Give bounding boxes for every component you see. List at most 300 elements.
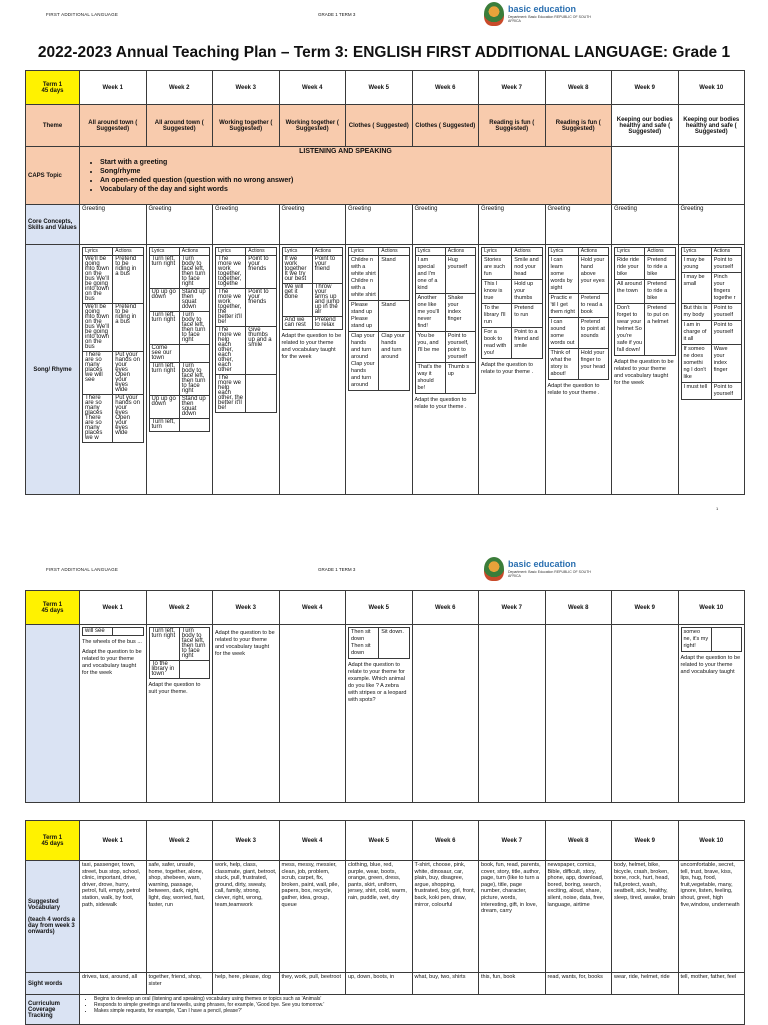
dbe-logo — [484, 2, 594, 28]
sight-cell: up, down, boots, in — [346, 973, 413, 995]
week-header: Week 1 — [80, 71, 147, 105]
lyrics-row — [349, 332, 410, 391]
action-text: Pretend to ride a bike — [645, 256, 675, 280]
adapt-note: Adapt the question to relate to your theme . — [481, 362, 533, 375]
action-text: Pretend to run — [512, 304, 542, 328]
lyrics-row — [482, 256, 543, 280]
lyrics-row — [149, 289, 210, 312]
lyrics-table — [82, 247, 144, 443]
lyrics-row — [83, 628, 144, 636]
lyric-text: The more we work together, together, togethe — [216, 256, 246, 289]
song-cell-cont — [479, 625, 546, 803]
week-header: Week 10 — [678, 821, 745, 861]
lyric-text: There are so many places we will see — [83, 352, 113, 395]
action-text: Pretend to ride a bike — [645, 280, 675, 304]
adapt-note: Adapt the question to relate to your theme for example. Which animal do you like ? A zebra with stripes or a leopard with spots? — [348, 662, 407, 703]
vocabulary-table — [25, 820, 745, 1025]
week-header: Week 10 — [678, 71, 745, 105]
vocab-cell: mess, messy, messier, clean, job, problem, scrub, carpet, fix, broken, paint, wall, pile, papers, box, recycle, gather, idea, group, queue — [279, 861, 346, 973]
lyrics-row — [681, 383, 742, 400]
song-cell-cont — [146, 625, 213, 803]
core-cell: Greeting — [279, 205, 346, 245]
week-header: Week 4 — [279, 821, 346, 861]
lyrics-row — [349, 256, 410, 301]
core-cell: Greeting — [479, 205, 546, 245]
week-header: Week 5 — [346, 591, 413, 625]
lyrics-header: Lyrics — [482, 248, 512, 256]
core-cell: Greeting — [678, 205, 745, 245]
lyrics-row — [615, 280, 676, 304]
lyric-text: Turn left, turn right — [149, 312, 179, 345]
song-cell-cont — [80, 625, 147, 803]
lyric-text: Stories are such fun — [482, 256, 512, 280]
action-text: Point to yourself — [711, 321, 741, 345]
week-header: Week 2 — [146, 821, 213, 861]
lyrics-table — [149, 627, 211, 679]
sight-cell: they, work, pull, beetroot — [279, 973, 346, 995]
lyric-text: Turn left, turn right — [149, 256, 179, 289]
actions-header: Actions — [512, 248, 542, 256]
dbe-logo — [484, 557, 594, 583]
lyrics-row — [149, 345, 210, 363]
lyric-text: The more we help each other, each other, each other — [216, 327, 246, 375]
action-text — [246, 375, 276, 413]
lyrics-row — [615, 256, 676, 280]
lyrics-row — [615, 304, 676, 356]
coverage-label: Curriculum Coverage Tracking — [26, 995, 80, 1025]
lyrics-row — [548, 294, 609, 318]
song-cell-cont — [678, 625, 745, 803]
lyric-text: Then sit down Then sit down — [349, 628, 379, 659]
action-text — [711, 628, 741, 652]
lyrics-table — [282, 247, 344, 330]
core-label: Core Concepts, Skills and Values — [26, 205, 80, 245]
action-text: Hold up your thumbs — [512, 280, 542, 304]
week-header: Week 9 — [612, 821, 679, 861]
actions-header: Actions — [379, 248, 409, 256]
lyric-text: Don't forget to wear your helmet So you're safe if you fall down! — [615, 304, 645, 356]
lyrics-row — [681, 304, 742, 321]
lyrics-header: Lyrics — [548, 248, 578, 256]
caps-item: • Start with a greeting — [100, 159, 609, 166]
week-header: Week 9 — [612, 591, 679, 625]
action-text: Put your hands on your eyes Open your eyes wide — [113, 395, 143, 443]
week-header: Week 7 — [479, 591, 546, 625]
lyrics-row — [216, 327, 277, 375]
theme-label: Theme — [26, 105, 80, 147]
action-text: Shake your index finger — [445, 294, 475, 332]
caps-item: • Song/rhyme — [100, 168, 609, 175]
caps-heading: LISTENING AND SPEAKING — [299, 148, 392, 155]
week-header: Week 5 — [346, 71, 413, 105]
week-header: Week 8 — [545, 821, 612, 861]
theme-cell: Keeping our bodies healthy and safe ( Suggested) — [678, 105, 745, 147]
core-cell: Greeting — [80, 205, 147, 245]
lyric-text: Ride ride ride your bike — [615, 256, 645, 280]
action-text: Pretend to put on a helmet — [645, 304, 675, 356]
core-cell: Greeting — [545, 205, 612, 245]
action-text: Give thumbs up and a smile — [246, 327, 276, 375]
lyrics-row — [282, 284, 343, 317]
song-cell — [146, 245, 213, 495]
lyrics-header: Lyrics — [216, 248, 246, 256]
adapt-note: Adapt the question to suit your theme. — [148, 682, 201, 695]
lyrics-table — [681, 247, 743, 400]
lyrics-header: Lyrics — [83, 248, 113, 256]
caps-empty-cell — [678, 147, 745, 205]
lyrics-table — [348, 247, 410, 391]
week-header: Week 2 — [146, 591, 213, 625]
song-label: Song/ Rhyme — [26, 245, 80, 495]
action-text: Stand — [379, 301, 409, 332]
core-cell: Greeting — [346, 205, 413, 245]
theme-cell: Working together ( Suggested) — [213, 105, 280, 147]
lyric-text: Up up go down — [149, 396, 179, 419]
caps-item: • Vocabulary of the day and sight words — [100, 186, 609, 193]
actions-header: Actions — [312, 248, 342, 256]
action-text: Wave your index finger — [711, 345, 741, 383]
action-text — [113, 628, 143, 636]
action-text: Hold your hand above your eyes — [578, 256, 608, 294]
vocab-cell: work, help, class, classmate, giant, betroot, stuck, pull, frustrated, ground, dirty, sweaty, call, family, strong, clever, right, wrong, team,teamwork — [213, 861, 280, 973]
song-cell — [612, 245, 679, 495]
lyrics-row — [681, 256, 742, 273]
vocab-cell: safe, safer, unsafe, home, together, alone, shop, shebeen, warn, warning, passage, between, dark, night, light, day, worried, fast, faster, run — [146, 861, 213, 973]
lyrics-row — [149, 661, 210, 679]
lyrics-row — [149, 628, 210, 661]
sight-cell: drives, taxi, around, all — [80, 973, 147, 995]
action-text: Point to yourself — [711, 383, 741, 400]
sight-label: Sight words — [26, 973, 80, 995]
wheels-text: The wheels of the bus ... — [82, 639, 142, 645]
sight-cell: read, wants, for, books — [545, 973, 612, 995]
lyrics-row — [216, 375, 277, 413]
teaching-plan-table — [25, 70, 745, 495]
sight-cell: what, buy, two, shirts — [412, 973, 479, 995]
lyric-text: Turn left, turn right — [149, 363, 179, 396]
lyrics-row — [548, 256, 609, 294]
caps-item: • An open-ended question (question with no wrong answer) — [100, 177, 609, 184]
header-grade-term: GRADE 1 TERM 3 — [318, 12, 356, 17]
lyrics-row — [681, 273, 742, 304]
lyric-text: We'll be going into town on the bus We'll be going into town on the bus — [83, 304, 113, 352]
lyrics-row — [548, 318, 609, 349]
lyrics-table — [415, 247, 477, 394]
lyrics-row — [216, 289, 277, 327]
week-header: Week 6 — [412, 591, 479, 625]
week-header: Week 8 — [545, 591, 612, 625]
lyrics-table — [348, 627, 410, 659]
lyric-text: Childre n with a white shirt Childre n with a white shirt — [349, 256, 379, 301]
lyric-text: Turn left, turn right — [149, 628, 179, 661]
lyrics-row — [149, 363, 210, 396]
lyric-text: Come see our town — [149, 345, 179, 363]
week-header: Week 10 — [678, 591, 745, 625]
action-text: Point to yourself, point to yourself — [445, 332, 475, 363]
lyric-text: Clap your hands and turn around Clap your hands and turn around — [349, 332, 379, 391]
song-cell — [545, 245, 612, 495]
sight-cell: wear, ride, helmet, ride — [612, 973, 679, 995]
action-text — [179, 661, 209, 679]
lyric-text: To the library in town — [149, 661, 179, 679]
week-header: Week 3 — [213, 821, 280, 861]
header-grade-term: GRADE 1 TERM 3 — [318, 567, 356, 572]
lyrics-table — [149, 247, 211, 432]
page-header — [0, 0, 768, 40]
song-cell-cont — [279, 625, 346, 803]
lyric-text: There are so many places There are so many places we w — [83, 395, 113, 443]
lyric-text: You be you, and I'll be me — [415, 332, 445, 363]
lyric-text: But this is my body — [681, 304, 711, 321]
lyrics-row — [681, 321, 742, 345]
week-header: Week 4 — [279, 591, 346, 625]
action-text: Point to your friend — [312, 256, 342, 284]
lyric-text: We will get it done — [282, 284, 312, 317]
action-text: Turn body to face left, then turn to face right — [179, 363, 209, 396]
lyrics-row — [149, 256, 210, 289]
lyric-text: All around the town — [615, 280, 645, 304]
adapt-note: Adapt the question to be related to your theme and vocabulary taught for the week — [82, 649, 142, 676]
lyrics-header: Lyrics — [415, 248, 445, 256]
actions-header: Actions — [445, 248, 475, 256]
core-cell: Greeting — [146, 205, 213, 245]
lyrics-row — [415, 363, 476, 394]
lyrics-header: Lyrics — [349, 248, 379, 256]
term-label: Term 1 45 days — [26, 591, 80, 625]
song-cell-cont — [545, 625, 612, 803]
header-subject: FIRST ADDITIONAL LANGUAGE — [46, 12, 119, 17]
sight-cell: help, here, please, dog — [213, 973, 280, 995]
caps-empty-cell — [612, 147, 679, 205]
actions-header: Actions — [246, 248, 276, 256]
coverage-item: • Begins to develop an oral (listening and speaking) vocabulary using themes or topics such as 'Animals' — [94, 996, 742, 1002]
action-text: Stand up then squat down — [179, 396, 209, 419]
week-header: Week 2 — [146, 71, 213, 105]
lyrics-row — [415, 332, 476, 363]
lyric-text: That's the way it should be! — [415, 363, 445, 394]
lyrics-header: Lyrics — [681, 248, 711, 256]
action-text: Hold your finger to your head — [578, 349, 608, 380]
action-text: Turn body to face left, then turn to face right — [179, 628, 209, 661]
action-text: Point to yourself — [711, 256, 741, 273]
theme-cell: Keeping our bodies healthy and safe ( Suggested) — [612, 105, 679, 147]
caps-label: CAPS Topic — [26, 147, 80, 205]
actions-header: Actions — [179, 248, 209, 256]
core-cell: Greeting — [412, 205, 479, 245]
theme-cell: Clothes ( Suggested) — [346, 105, 413, 147]
core-cell: Greeting — [213, 205, 280, 245]
week-header: Week 7 — [479, 71, 546, 105]
lyrics-header: Lyrics — [615, 248, 645, 256]
song-cell-cont — [612, 625, 679, 803]
action-text: Point to your friends — [246, 289, 276, 327]
theme-cell: Reading is fun ( Suggested) — [479, 105, 546, 147]
actions-header: Actions — [711, 248, 741, 256]
adapt-note: Adapt the question to be related to your theme and vocabulary taught — [680, 655, 741, 675]
action-text: Point to a friend and smile — [512, 328, 542, 359]
lyric-text: Please stand up Please stand up — [349, 301, 379, 332]
lyrics-row — [83, 256, 144, 304]
week-header: Week 6 — [412, 821, 479, 861]
lyrics-table — [82, 627, 144, 636]
lyric-text: I may be small — [681, 273, 711, 304]
lyric-text: Another one like me you'll never find! — [415, 294, 445, 332]
action-text: Pretend to relax — [312, 317, 342, 330]
lyrics-row — [349, 628, 410, 659]
teaching-plan-table-continued — [25, 590, 745, 803]
lyric-text: The more we help each other, the better it'll be! — [216, 375, 246, 413]
lyric-text: We'll be going into town on the bus We'll be going into town on the bus — [83, 256, 113, 304]
lyrics-header: Lyrics — [149, 248, 179, 256]
song-cell-cont — [346, 625, 413, 803]
lyric-text: I am special and I'm one of a kind — [415, 256, 445, 294]
lyrics-row — [149, 312, 210, 345]
logo-subtitle: Department: Basic Education REPUBLIC OF SOUTH AFRICA — [508, 15, 591, 23]
song-cell — [479, 245, 546, 495]
action-text: Point to yourself — [711, 304, 741, 321]
lyrics-row — [83, 352, 144, 395]
lyrics-row — [415, 294, 476, 332]
adapt-note: Adapt the question to be related to your theme and vocabulary taught for the week — [614, 359, 674, 386]
lyric-text: I may be young — [681, 256, 711, 273]
coverage-cell — [80, 995, 745, 1025]
song-cell — [279, 245, 346, 495]
lyric-text: And we can rest — [282, 317, 312, 330]
adapt-note: Adapt the question to be related to your theme and vocabulary taught for the week — [215, 630, 275, 657]
week-header: Week 1 — [80, 591, 147, 625]
song-cell-cont — [213, 625, 280, 803]
action-text — [179, 419, 209, 432]
action-text: Turn body to face left, then turn to face right — [179, 256, 209, 289]
week-header: Week 8 — [545, 71, 612, 105]
week-header: Week 3 — [213, 591, 280, 625]
lyric-text: Think of what the story is about! — [548, 349, 578, 380]
actions-header: Actions — [578, 248, 608, 256]
adapt-note: Adapt the question to be related to your theme and vocabulary taught for the week — [281, 333, 342, 360]
song-cell — [346, 245, 413, 495]
song-label-cont — [26, 625, 80, 803]
coverage-item: • Responds to simple greetings and farewells, using phrases, for example, 'Good bye. See you tomorrow.' — [94, 1002, 742, 1008]
lyric-text: If someo ne does somethi ng I don't like — [681, 345, 711, 383]
theme-cell: Working together ( Suggested) — [279, 105, 346, 147]
term-label: Term 1 45 days — [26, 821, 80, 861]
lyric-text: Practic e 'til I get them right — [548, 294, 578, 318]
lyrics-row — [548, 349, 609, 380]
header-subject: FIRST ADDITIONAL LANGUAGE — [46, 567, 119, 572]
lyric-text: will see — [83, 628, 113, 636]
vocab-cell: clothing, blue, red, purple, wear, boots, orange, green, dress, pants, skirt, uniform, jersey, shirt, cold, warm, rain, puddle, wet, dry — [346, 861, 413, 973]
theme-cell: Clothes ( Suggested) — [412, 105, 479, 147]
lyric-text: I can learn some words by sight — [548, 256, 578, 294]
vocab-cell: taxi, passenger, town, street, bus stop, school, clinic, important, drive, driver, drove, hurry, petrol, full, empty, petrol station, walk, by foot, path, sidewalk — [80, 861, 147, 973]
lyric-text: If we work together It we try our best — [282, 256, 312, 284]
week-header: Week 6 — [412, 71, 479, 105]
song-cell-cont — [412, 625, 479, 803]
vocab-label: Suggested Vocabulary (teach 4 words a day from week 3 onwards) — [26, 861, 80, 973]
caps-topic-cell — [80, 147, 612, 205]
sight-cell: tell, mother, father, feel — [678, 973, 745, 995]
caps-list — [100, 159, 609, 193]
actions-header: Actions — [645, 248, 675, 256]
action-text: Clap your hands and turn around — [379, 332, 409, 391]
action-text: Pinch your fingers togethe r — [711, 273, 741, 304]
lyric-text: This I know is true — [482, 280, 512, 304]
action-text: Smile and nod your head — [512, 256, 542, 280]
coat-of-arms-icon — [484, 2, 504, 26]
vocab-cell: newspaper, comics, Bible, difficult, story, phone, app, download, bored, boring, search, exciting, aloud, share, silent, noise, data, free, language, airtime — [545, 861, 612, 973]
action-text: Pretend to be riding in a bus — [113, 304, 143, 352]
lyric-text: For a book to read with you! — [482, 328, 512, 359]
lyrics-row — [282, 317, 343, 330]
action-text: Turn body to face left, then turn to face right — [179, 312, 209, 345]
week-header: Week 9 — [612, 71, 679, 105]
core-cell: Greeting — [612, 205, 679, 245]
lyrics-row — [149, 396, 210, 419]
vocab-cell: T-shirt, choose, pink, white, dinosaur, car, plain, buy, disagree, argue, shopping, frustrated, boy, girl, front, back, koki pen, draw, mirror, colourful — [412, 861, 479, 973]
week-header: Week 5 — [346, 821, 413, 861]
theme-cell: All around town ( Suggested) — [146, 105, 213, 147]
song-cell — [678, 245, 745, 495]
action-text: Pretend to read a book — [578, 294, 608, 318]
action-text: Sit down. — [379, 628, 409, 659]
adapt-note: Adapt the question to relate to your theme . — [547, 383, 600, 396]
week-header: Week 4 — [279, 71, 346, 105]
lyrics-row — [83, 304, 144, 352]
lyrics-row — [415, 256, 476, 294]
lyrics-row — [83, 395, 144, 443]
lyric-text: someo ne, it's my right! — [681, 628, 711, 652]
actions-header: Actions — [113, 248, 143, 256]
logo-title: basic education — [508, 559, 577, 569]
sight-cell: this, fun, book — [479, 973, 546, 995]
lyrics-table — [614, 247, 676, 356]
lyric-text: Up up go down — [149, 289, 179, 312]
lyric-text: The more we work together, the better it'll be! — [216, 289, 246, 327]
lyrics-row — [681, 628, 742, 652]
lyric-text: To the library I'll run — [482, 304, 512, 328]
lyrics-row — [482, 304, 543, 328]
action-text: Thumb s up — [445, 363, 475, 394]
action-text — [179, 345, 209, 363]
week-header: Week 3 — [213, 71, 280, 105]
action-text: Stand up then squat down — [179, 289, 209, 312]
action-text: Stand — [379, 256, 409, 301]
logo-title: basic education — [508, 4, 577, 14]
lyric-text: I must tell — [681, 383, 711, 400]
lyrics-table — [481, 247, 543, 359]
lyric-text: I can sound some words out — [548, 318, 578, 349]
lyrics-table — [681, 627, 743, 652]
term-label: Term 1 45 days — [26, 71, 80, 105]
sight-cell: together, friend, shop, sister — [146, 973, 213, 995]
action-text: Put your hands on your eyes Open your eyes wide — [113, 352, 143, 395]
week-header: Week 7 — [479, 821, 546, 861]
theme-cell: Reading is fun ( Suggested) — [545, 105, 612, 147]
action-text: Hug yourself — [445, 256, 475, 294]
page-number: 1 — [716, 506, 719, 511]
action-text: Point to your friends — [246, 256, 276, 289]
lyrics-row — [681, 345, 742, 383]
coat-of-arms-icon — [484, 557, 504, 581]
lyrics-row — [482, 328, 543, 359]
lyrics-row — [482, 280, 543, 304]
song-cell — [412, 245, 479, 495]
week-header: Week 1 — [80, 821, 147, 861]
lyric-text: I am in charge of it all — [681, 321, 711, 345]
action-text: Throw your arms up and jump up in the air — [312, 284, 342, 317]
lyrics-row — [349, 301, 410, 332]
song-cell — [213, 245, 280, 495]
